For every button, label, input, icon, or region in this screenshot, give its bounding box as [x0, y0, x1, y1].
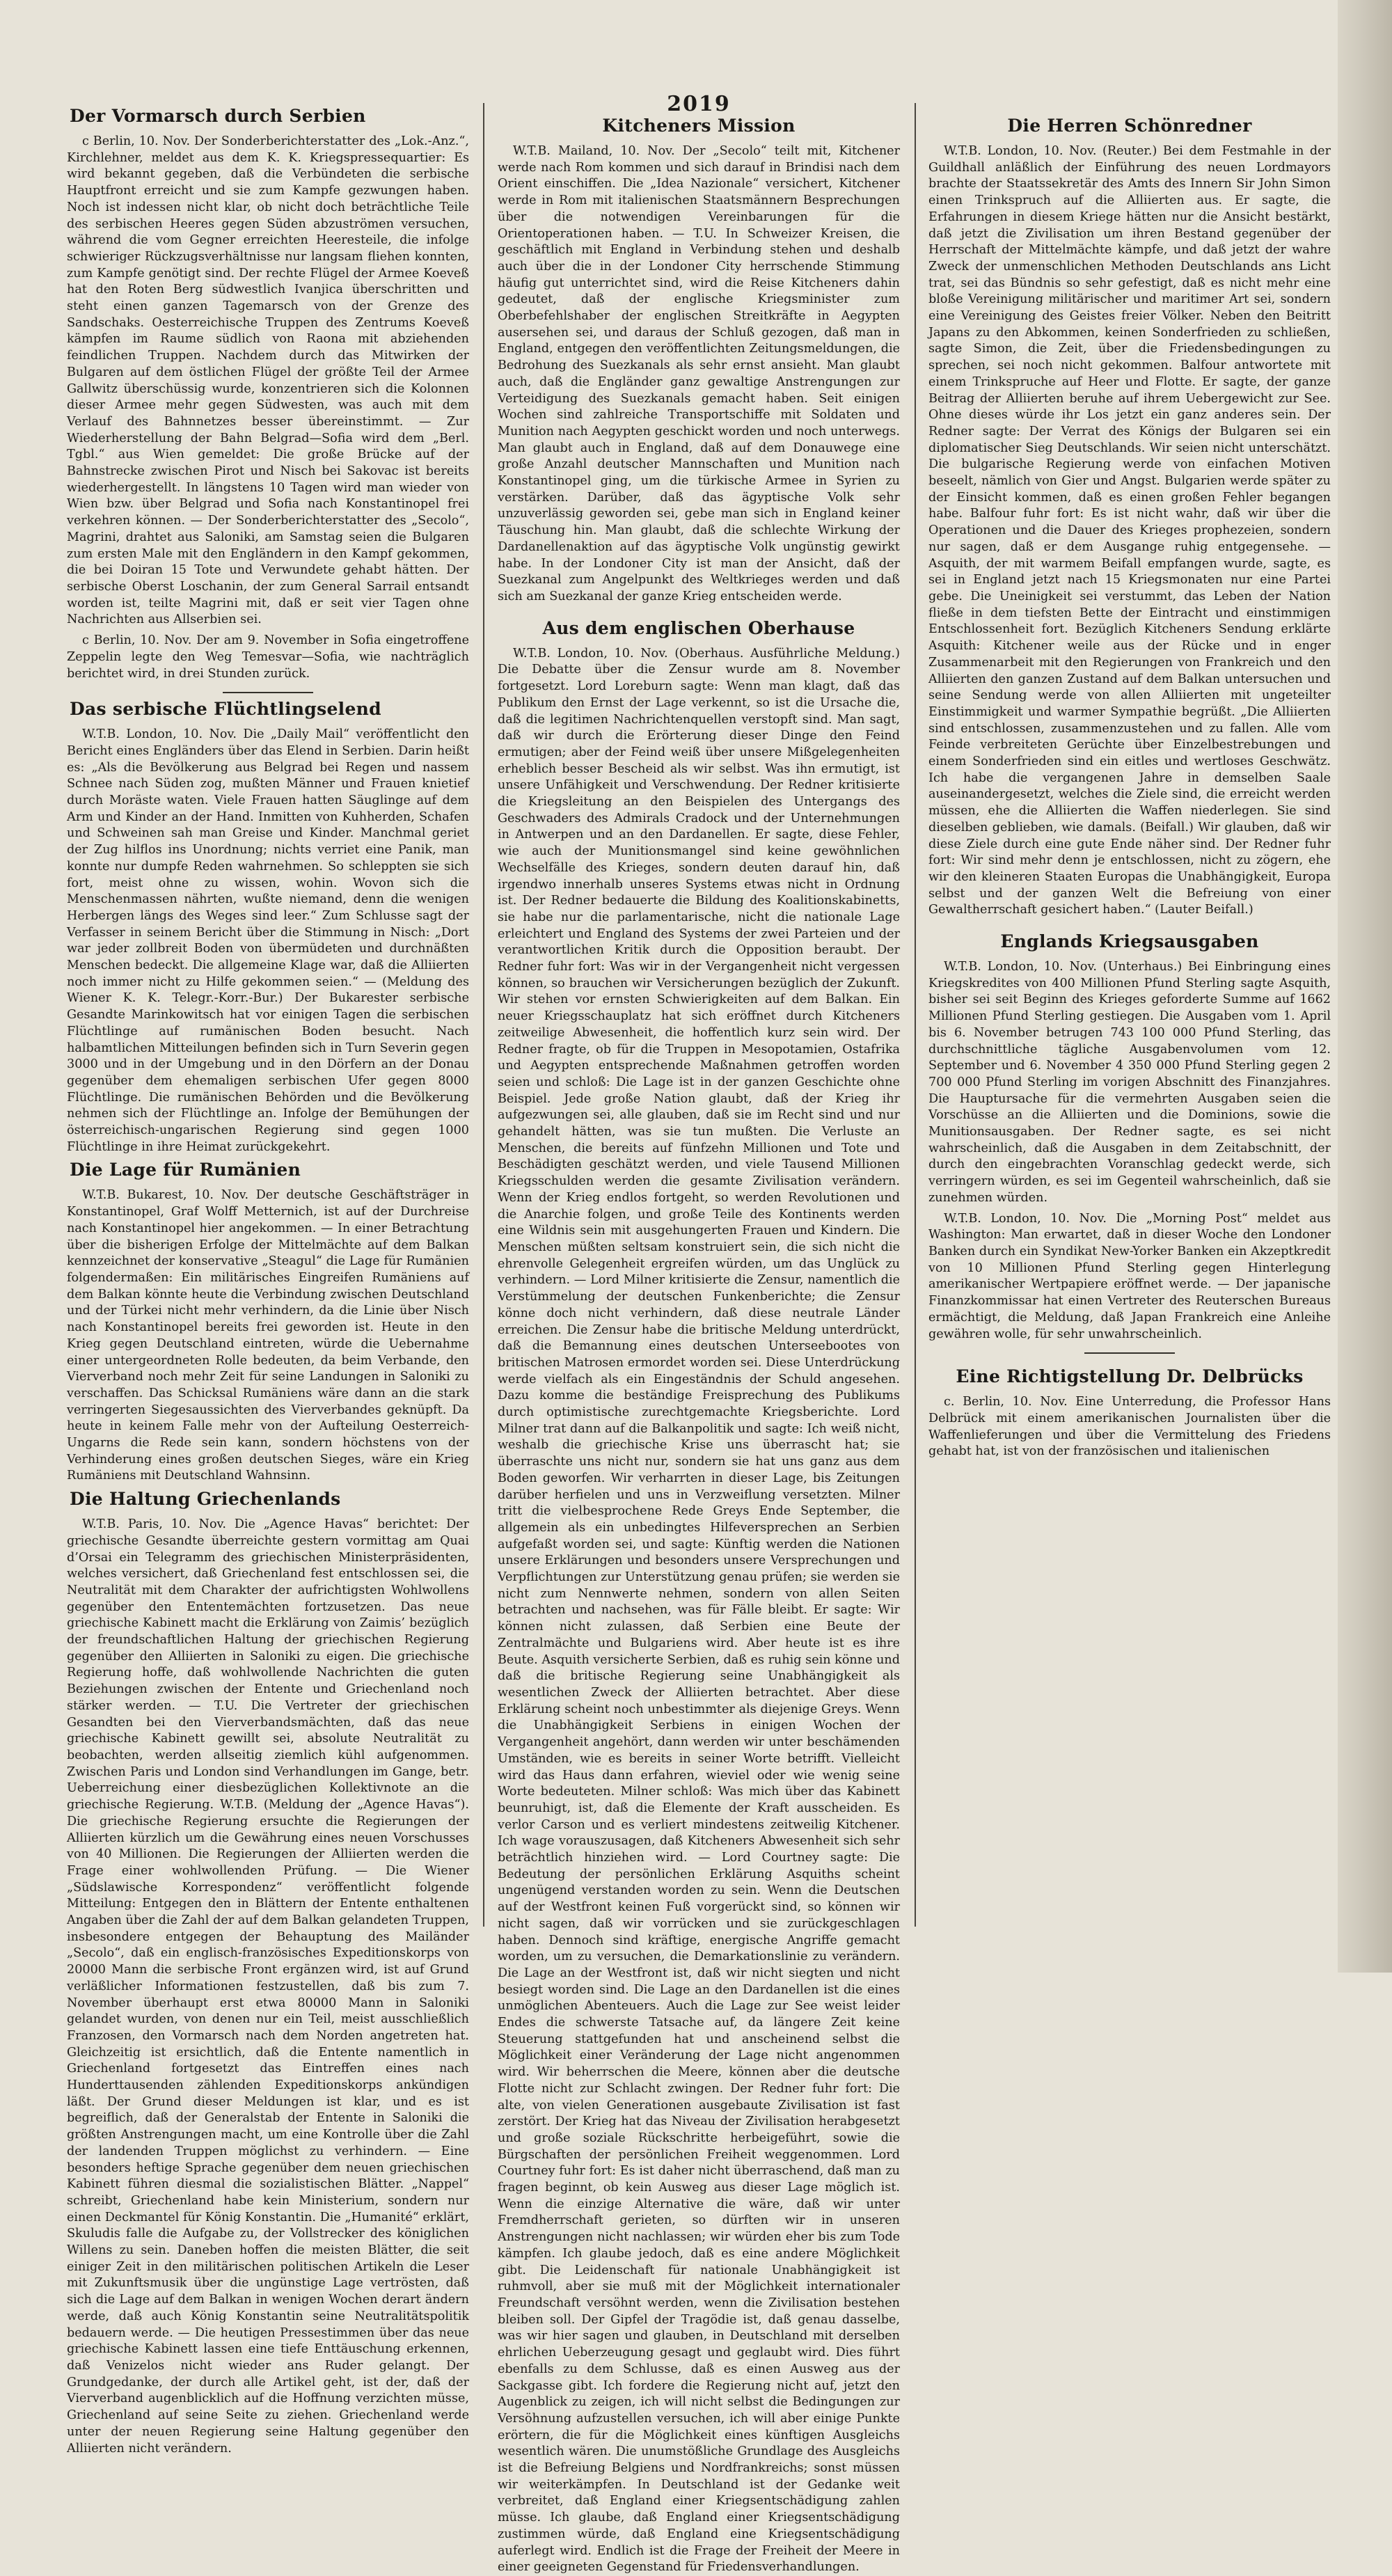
- article-paragraph: c Berlin, 10. Nov. Der Sonderberichterstatter des „Lok.-Anz.“, Kirchlehner, meldet aus dem K. K. Kriegspressequartier: Es wird bekannt gegeben, daß die Verbündeten die serbische Hauptfront erreicht und sie zum Kampfe gezwungen haben. Noch ist indessen nicht klar, ob nicht doch beträchtliche Teile des serbischen Heeres gegen Süden abzuströmen versuchen, während die vom Gegner erreichten Heeresteile, die infolge schwieriger Rückzugsverhältnisse nur langsam fliehen konnten, zum Kampfe genötigt sind. Der rechte Flügel der Armee Koeveß hat den Roten Berg südwestlich Ivanjica überschritten und steht einen ganzen Tagemarsch von der Grenze des Sandschaks. Oesterreichische Truppen des Zentrums Koeveß kämpfen im Raume südlich von Raona mit abziehenden feindlichen Truppen. Nachdem durch das Mitwirken der Bulgaren auf dem östlichen Flügel der größte Teil der Armee Gallwitz überschüssig wurde, konzentrieren sich die Kolonnen dieser Armee mehr gegen Südwesten, was auch mit dem Verlauf des Bahnnetzes besser übereinstimmt. — Zur Wiederherstellung der Bahn Belgrad—Sofia wird dem „Berl. Tgbl.“ aus Wien gemeldet: Die große Brücke auf der Bahnstrecke zwischen Pirot und Nisch bei Sakovac ist bereits wiederhergestellt. In längstens 10 Tagen wird man wieder von Wien bzw. über Belgrad und Sofia nach Konstantinopel frei verkehren können. — Der Sonderberichterstatter des „Secolo“, Magrini, drahtet aus Saloniki, am Samstag seien die Bulgaren zum ersten Male mit den Engländern in den Kampf gekommen, die bei Doiran 15 Tote und Verwundete gehabt hätten. Der serbische Oberst Loschanin, der zum General Sarrail entsandt worden ist, teilte Magrini mit, daß er seit vier Tagen ohne Nachrichten aus Allserbien sei.: [67, 134, 469, 627]
- article-delbrueck: [928, 1366, 1331, 1460]
- column-right: [928, 103, 1331, 1954]
- article-paragraph: W.T.B. London, 10. Nov. Die „Daily Mail“ veröffentlicht den Bericht eines Engländers über das Elend in Serbien. Darin heißt es: „Als die Bevölkerung aus Belgrad bei Regen und nassem Schnee nach Süden zog, mußten Männer und Frauen knietief durch Moräste waten. Viele Frauen hatten Säuglinge auf dem Arm und Kinder an der Hand. Inmitten von Kuhherden, Schafen und Schweinen sah man Greise und Kinder. Manchmal geriet der Zug hilflos ins Unordnung; nichts verriet eine Panik, man konnte nur dumpfe Reden wahrnehmen. So schleppten sie sich fort, meist ohne zu wissen, wohin. Wovon sich die Menschenmassen nährten, wußte niemand, denn die wenigen Herbergen längs des Weges sind leer.“ Zum Schlusse sagt der Verfasser in seinem Bericht über die Stimmung in Nisch: „Dort war jeder zollbreit Boden von übermüdeten und durchnäßten Menschen bedeckt. Die allgemeine Klage war, daß die Alliierten noch immer nicht zu Hilfe gekommen seien.“ — (Meldung des Wiener K. K. Telegr.-Korr.-Bur.) Der Bukarester serbische Gesandte Marinkowitsch hat vor einigen Tagen die serbischen Flüchtlinge auf rumänischen Boden besucht. Nach halbamtlichen Mitteilungen befinden sich in Turn Severin gegen 3000 und in der Umgebung und in den Dörfern an der Donau gegenüber dem ehemaligen serbischen Ufer gegen 8000 Flüchtlinge. Die rumänischen Behörden und die Bevölkerung nehmen sich der Flüchtlinge an. Infolge der Bemühungen der österreichisch-ungarischen Regierung sind gegen 1000 Flüchtlinge in ihre Heimat zurückgekehrt.: [67, 727, 469, 1154]
- article-title: Kitcheners Mission: [602, 116, 796, 136]
- column-rule: [915, 103, 916, 1927]
- article-rumaenien: [67, 1160, 469, 1485]
- article-title: Der Vormarsch durch Serbien: [70, 106, 366, 126]
- article-paragraph: c. Berlin, 10. Nov. Eine Unterredung, die Professor Hans Delbrück mit einem amerikanischen Journalisten über die Waffenlieferungen und über die Vermittelung des Friedens gehabt hat, ist von der französischen und italienischen: [928, 1395, 1331, 1459]
- article-griechenland: [67, 1489, 469, 2457]
- article-title: Englands Kriegsausgaben: [1000, 931, 1259, 952]
- article-vormarsch: [67, 106, 469, 682]
- article-kriegsausgaben: [928, 931, 1331, 1343]
- article-paragraph: W.T.B. London, 10. Nov. Die „Morning Post“ meldet aus Washington: Man erwartet, daß in dieser Woche den Londoner Banken durch ein Syndikat New-Yorker Banken ein Akzeptkredit von 10 Millionen Pfund Sterling gegen Hinterlegung amerikanischer Wertpapiere eröffnet werde. — Der japanische Finanzkommissar hat einen Vertreter des Reuterschen Bureaus ermächtigt, die Meldung, daß Japan Frankreich eine Anleihe gewähren wolle, für sehr unwahrscheinlich.: [928, 1211, 1331, 1341]
- separator: [1084, 1352, 1175, 1354]
- article-paragraph: W.T.B. London, 10. Nov. (Reuter.) Bei dem Festmahle in der Guildhall anläßlich der Einführung des neuen Lordmayors brachte der Staatssekretär des Amts des Innern Sir John Simon einen Trinkspruch auf die Alliierten aus. Er sagte, die Erfahrungen in diesem Kriege hätten nur die Ansicht bestärkt, daß jetzt die Zivilisation um ihren Bestand gegenüber der Herrschaft der Mittelmächte kämpfe, und daß jetzt der wahre Zweck der unmenschlichen Methoden Deutschlands ans Licht trat, sei das Bündnis so sehr gefestigt, daß es nicht mehr eine bloße Vereinigung militärischer und maritimer Art sei, sondern eine Vereinigung des Geistes freier Völker. Neben den Beitritt Japans zu den Abkommen, keinen Sonderfrieden zu schließen, sagte Simon, die Zeit, über die Friedensbedingungen zu sprechen, sei noch nicht gekommen. Balfour antwortete mit einem Trinkspruche auf Heer und Flotte. Er sagte, der ganze Beitrag der Alliierten beruhe auf ihrem Uebergewicht zur See. Ohne dieses würde ihr Los jetzt ein ganz anderes sein. Der Redner sagte: Der Verrat des Königs der Bulgaren sei ein diplomatischer Sieg Deutschlands. Wir seien nicht unterschätzt. Die bulgarische Regierung werde von einfachen Motiven beseelt, nämlich von Gier und Angst. Bulgarien werde später zu der Einsicht kommen, daß es einen großen Fehler begangen habe. Balfour fuhr fort: Es ist nicht wahr, daß wir über die Operationen und die Dauer des Krieges prophezeien, sondern nur sagen, daß er dem Ausgange ruhig entgegensehe. — Asquith, der mit warmem Beifall empfangen wurde, sagte, es sei in England jetzt nach 15 Kriegsmonaten nur eine Partei gebe. Die Uneinigkeit sei verstummt, das Leben der Nation fließe in dem tiefsten Bette der Eintracht und einstimmigen Entschlossenheit fort. Bezüglich Kitcheners Sendung erklärte Asquith: Kitchener weile aus der Rücke und in enger Zusammenarbeit mit den Regierungen von Frankreich und den Alliierten den ganzen Zustand auf dem Balkan untersuchen und seine Sendung werde von allen Alliierten mit ungeteilter Einstimmigkeit und warmer Sympathie begrüßt. „Die Alliierten sind entschlossen, zusammenzustehen und zu fallen. Alle vom Feinde verbreiteten Gerüchte über Einzelbestrebungen und einem Sonderfrieden sind ein eitles und wertloses Geschwätz. Ich habe die vergangenen Jahre in demselben Saale auseinandergesetzt, welches die Ziele sind, die erreicht werden müssen, ehe die Alliierten die Waffen niederlegen. Sie sind dieselben geblieben, wie damals. (Beifall.) Wir glauben, daß wir diese Ziele durch eine gute Ende näher sind. Der Redner fuhr fort: Wir sind mehr denn je entschlossen, nicht zu zögern, ehe wir den kleineren Staaten Europas die Unabhängigkeit, Europa selbst und der ganzen Welt die Befreiung von einer Gewaltherrschaft gesichert haben.“ (Lauter Beifall.): [928, 144, 1331, 917]
- article-title: Aus dem englischen Oberhause: [542, 617, 855, 638]
- scan-edge: [1338, 0, 1392, 1973]
- column-left: [67, 103, 469, 2456]
- newspaper-page: [67, 75, 1331, 2575]
- article-paragraph: W.T.B. London, 10. Nov. (Oberhaus. Ausführliche Meldung.) Die Debatte über die Zensur wurde am 8. November fortgesetzt. Lord Loreburn sagte: Wenn man klagt, daß das Publikum den Ernst der Lage verkennt, so ist die Ursache die, daß die legitimen Nachrichtenquellen verstopft sind. Man sagt, daß wir durch die Erörterung dieser Dinge den Feind ermutigen; aber der Feind weiß über unsere Mißgelegenheiten erheblich besser Bescheid als wir selbst. Was ihn ermutigt, ist unsere Unfähigkeit und Verschwendung. Der Redner kritisierte die Kriegsleitung an den Beispielen des Untergangs des Geschwaders des Admirals Cradock und der Unternehmungen in Antwerpen und an den Dardanellen. Er sagte, diese Fehler, wie auch der Munitionsmangel sind keine gewöhnlichen Wechselfälle des Krieges, sondern deuten darauf hin, daß irgendwo innerhalb unseres Systems etwas nicht in Ordnung ist. Der Redner bedauerte die Bildung des Koalitionskabinetts, sie habe nur die parlamentarische, nicht die nationale Lage erleichtert und England des Systems der zwei Parteien und der verantwortlichen Kritik durch die Opposition beraubt. Der Redner fuhr fort: Was wir in der Vergangenheit nicht vergessen können, so brauchen wir Versicherungen bezüglich der Zukunft. Wir stehen vor ernsten Schwierigkeiten auf dem Balkan. Ein neuer Kriegsschauplatz hat sich eröffnet durch Kitcheners zeitweilige Abwesenheit, die hoffentlich kurz sein wird. Der Redner fragte, ob für die Truppen in Mesopotamien, Ostafrika und Aegypten entsprechende Maßnahmen getroffen worden seien und schloß: Die Lage ist in der ganzen Geschichte ohne Beispiel. Jede große Nation glaubt, daß der Krieg ihr aufgezwungen sei, alle glauben, daß sie im Recht sind und nur gehandelt hätten, was sie tun mußten. Die Verluste an Menschen, die bereits auf fünfzehn Millionen und Tote und Beschädigten geschätzt werden, und viele Tausend Millionen Kriegsschulden werden die gesamte Zivilisation verändern. Wenn der Krieg endlos fortgeht, so werden Revolutionen und die Anarchie folgen, und große Teile des Kontinents werden eine Wildnis sein mit ausgehungerten Frauen und Kindern. Die Menschen müßten seltsam konstruiert sein, die sich nicht die ehrenvolle Gelegenheit ergreifen würden, um das Unglück zu verhindern. — Lord Milner kritisierte die Zensur, namentlich die Verstümmelung der deutschen Funkenberichte; die Zensur könne doch nicht verhindern, daß diese neutrale Länder erreichen. Die Zensur habe die britische Meldung unterdrückt, daß die Bemannung eines deutschen Unterseebootes von britischen Matrosen ermordet worden sei. Diese Unterdrückung werde vielfach als ein Eingeständnis der Schuld angesehen. Dazu komme die beständige Freisprechung des Publikums durch optimistische zurechtgemachte Kriegsberichte. Lord Milner trat dann auf die Balkanpolitik und sagte: Ich weiß nicht, weshalb die griechische Krise uns überrascht hat; sie überraschte uns nicht nur, sondern sie hat uns ganz aus dem Boden geworfen. Wir verharrten in dieser Lage, bis Zeitungen darüber herfielen und uns in Verzweiflung versetzten. Milner tritt die vielbesprochene Rede Greys Ende September, die allgemein als ein unbedingtes Hilfeversprechen an Serbien aufgefaßt worden sei, und sagte: Künftig werden die Nationen unsere Erklärungen und besonders unsere Versprechungen und Verpflichtungen zur Unterstützung genau prüfen; sie werden sie nicht zum Nennwerte nehmen, sondern von allen Seiten betrachten und nachsehen, was für Fälle bleibt. Er sagte: Wir können nicht zulassen, daß Serbien eine Beute der Zentralmächte und Bulgariens wird. Aber heute ist es ihre Beute. Asquith versicherte Serbien, daß es ruhig sein könne und daß die britische Regierung seine Unabhängigkeit als wesentlichen Zweck der Alliierten betrachtet. Aber diese Erklärung scheint noch unbestimmter als diejenige Greys. Wenn die Unabhängigkeit Serbiens in einigen Wochen der Vergangenheit angehört, dann werden wir unter beschämenden Umständen, wie es bereits in seiner Worte betrifft. Vielleicht wird das Haus dann erfahren, wieviel oder wie wenig seine Worte bedeuteten. Milner schloß: Was mich über das Kabinett beunruhigt, ist, daß die Elemente der Kraft ausscheiden. Es verlor Carson und es verliert mindestens zeitweilig Kitchener. Ich wage vorauszusagen, daß Kitcheners Abwesenheit sich sehr beträchtlich hinziehen wird. — Lord Courtney sagte: Die Bedeutung der persönlichen Erklärung Asquiths scheint ungenügend verstanden worden zu sein. Wenn die Deutschen auf der Westfront keinen Fuß vorgerückt sind, so können wir nicht sagen, daß wir vorrücken und sie zurückgeschlagen haben. Dennoch sind kräftige, energische Angriffe gemacht worden, um zu versuchen, die Demarkationslinie zu verändern. Die Lage an der Westfront ist, daß wir nicht siegten und nicht besiegt worden sind. Die Lage an den Dardanellen ist die eines unmöglichen Abenteuers. Auch die Lage zur See weist leider Endes die schwerste Tatsache auf, da längere Zeit keine Steuerung stattgefunden hat und anscheinend selbst die Möglichkeit einer Veränderung der Lage nicht angenommen wird. Wir beherrschen die Meere, können aber die deutsche Flotte nicht zur Schlacht zwingen. Der Redner fuhr fort: Die alte, von vielen Generationen ausgebaute Zivilisation ist fast zerstört. Der Krieg hat das Niveau der Zivilisation herabgesetzt und große soziale Rückschritte herbeigeführt, sowie die Bürgschaften der persönlichen Freiheit weggenommen. Lord Courtney fuhr fort: Es ist daher nicht überraschend, daß man zu fragen beginnt, ob kein Ausweg aus dieser Lage möglich ist. Wenn die einzige Alternative die wäre, daß wir unter Fremdherrschaft gerieten, so dürften wir in unseren Anstrengungen nicht nachlassen; wir würden eher bis zum Tode kämpfen. Ich glaube jedoch, daß es eine andere Möglichkeit gibt. Die Leidenschaft für nationale Unabhängigkeit ist ruhmvoll, aber sie muß mit der Möglichkeit internationaler Freundschaft versöhnt werden, wenn die Zivilisation bestehen bleiben soll. Der Gipfel der Tragödie ist, daß genau dasselbe, was wir hier sagen und glauben, in Deutschland mit derselben ehrlichen Ueberzeugung gesagt und geglaubt wird. Dies führt ebenfalls zu dem Schlusse, daß es einen Ausweg aus der Sackgasse gibt. Ich fordere die Regierung nicht auf, jetzt den Augenblick zu zeigen, ich will nicht selbst die Bedingungen zur Versöhnung aufzustellen versuchen, ich will aber einige Punkte erörtern, die für die Möglichkeit eines künftigen Ausgleichs wesentlich wären. Die unumstößliche Grundlage des Ausgleichs ist die Befreiung Belgiens und Nordfrankreichs; sonst müssen wir weiterkämpfen. In Deutschland ist der Gedanke weit verbreitet, daß England einer Kriegsentschädigung zahlen müsse. Ich glaube, daß England einer Kriegsentschädigung zustimmen würde, daß England eine Kriegsentschädigung auferlegt wird. Endlich ist die Frage der Freiheit der Meere in einer geeigneten Gegenstand für Friedensverhandlungen.: [498, 646, 900, 2575]
- column-rule: [483, 103, 484, 1927]
- columns: [67, 103, 1331, 2575]
- article-title: Eine Richtigstellung Dr. Delbrücks: [956, 1366, 1304, 1387]
- article-title: Die Haltung Griechenlands: [70, 1489, 341, 1510]
- article-paragraph: c Berlin, 10. Nov. Der am 9. November in Sofia eingetroffene Zeppelin legte den Weg Temesvar—Sofia, wie nachträglich berichtet wird, in drei Stunden zurück.: [67, 633, 469, 681]
- article-fluechtlinge: [67, 699, 469, 1155]
- article-oberhaus: [498, 618, 900, 2576]
- article-kitchener: [498, 116, 900, 606]
- article-title: Die Herren Schönredner: [1007, 116, 1252, 136]
- article-paragraph: W.T.B. Mailand, 10. Nov. Der „Secolo“ teilt mit, Kitchener werde nach Rom kommen und sich darauf in Brindisi nach dem Orient einschiffen. Die „Idea Nazionale“ versichert, Kitchener werde in Rom mit italienischen Staatsmännern Besprechungen über die notwendigen Vereinbarungen für die Orientoperationen haben. — T.U. In Schweizer Kreisen, die geschäftlich mit England in Verbindung stehen und deshalb auch über die in der Londoner City herrschende Stimmung häufig gut unterrichtet sind, wird die Reise Kitcheners dahin gedeutet, daß der englische Kriegsminister zum Oberbefehlshaber der englischen Streitkräfte in Aegypten ausersehen sei, und daraus der Schluß gezogen, daß man in England, entgegen den veröffentlichten Zeitungsmeldungen, die Bedrohung des Suezkanals als sehr ernst ansieht. Man glaubt auch, daß die Engländer ganz gewaltige Anstrengungen zur Verteidigung des Suezkanals gemacht haben. Seit einigen Wochen sind zahlreiche Transportschiffe mit Soldaten und Munition nach Aegypten geschickt worden und noch unterwegs. Man glaubt auch in England, daß auf dem Donauwege eine große Anzahl deutscher Mannschaften und Munition nach Konstantinopel ging, um die türkische Armee in Syrien zu verstärken. Darüber, daß das ägyptische Volk sehr unzuverlässig geworden sei, gebe man sich in England keiner Täuschung hin. Man glaubt, daß die schlechte Wirkung der Dardanellenaktion auf das ägyptische Volk ungünstig gewirkt habe. In der Londoner City ist man der Ansicht, daß der Suezkanal zum Angelpunkt des Weltkrieges werden und daß sich am Suezkanal der ganze Krieg entscheiden werde.: [498, 144, 900, 603]
- article-title: Das serbische Flüchtlingselend: [70, 699, 381, 720]
- article-schoenredner: [928, 116, 1331, 919]
- article-paragraph: W.T.B. Paris, 10. Nov. Die „Agence Havas“ berichtet: Der griechische Gesandte überreichte gestern vormittag am Quai d’Orsai ein Telegramm des griechischen Ministerpräsidenten, welches versichert, daß Griechenland fest entschlossen sei, die Neutralität mit dem Charakter der aufrichtigsten Wohlwollens gegenüber den Ententemächten fortzusetzen. Das neue griechische Kabinett macht die Erklärung von Zaimis’ bezüglich der freundschaftlichen Haltung der griechischen Regierung gegenüber den Alliierten in Saloniki zu eigen. Die griechische Regierung hoffe, daß wohlwollende Nachrichten die guten Beziehungen zwischen der Entente und Griechenland noch stärker werden. — T.U. Die Vertreter der griechischen Gesandten bei den Vierverbandsmächten, daß das neue griechische Kabinett gewillt sei, absolute Neutralität zu beobachten, werden allseitig ziemlich kühl aufgenommen. Zwischen Paris und London sind Verhandlungen im Gange, betr. Ueberreichung einer diesbezüglichen Kollektivnote an die griechische Regierung. W.T.B. (Meldung der „Agence Havas“). Die griechische Regierung ersuchte die Regierungen der Alliierten kürzlich um die Gewährung eines neuen Vorschusses von 40 Millionen. Die Regierungen der Alliierten werden die Frage einer wohlwollenden Prüfung. — Die Wiener „Südslawische Korrespondenz“ veröffentlicht folgende Mitteilung: Entgegen den in Blättern der Entente enthaltenen Angaben über die Zahl der auf dem Balkan gelandeten Truppen, insbesondere entgegen der Behauptung des Mailänder „Secolo“, daß ein englisch-französisches Expeditionskorps von 20000 Mann die serbische Front ergänzen wird, ist auf Grund verläßlicher Informationen festzustellen, daß bis zum 7. November überhaupt erst etwa 80000 Mann in Saloniki gelandet wurden, von denen nur ein Teil, meist ausschließlich Franzosen, den Vormarsch nach dem Norden angetreten hat. Gleichzeitig ist ersichtlich, daß die Entente namentlich in Griechenland fortgesetzt das Eintreffen eines nach Hunderttausenden zählenden Expeditionskorps ankündigen läßt. Der Grund dieser Meldungen ist klar, und es ist begreiflich, daß der Generalstab der Entente in Saloniki die größten Anstrengungen macht, um eine Kontrolle über die Zahl der landenden Truppen möglichst zu verhindern. — Eine besonders heftige Sprache gegenüber dem neuen griechischen Kabinett führen diesmal die sozialistischen Blätter. „Nappel“ schreibt, Griechenland habe kein Ministerium, sondern nur einen Deckmantel für König Konstantin. Die „Humanité“ erklärt, Skuludis falle die Aufgabe zu, der Vollstrecker des königlichen Willens zu sein. Daneben hoffen die meisten Blätter, die seit einiger Zeit in den militärischen politischen Artikeln die Leser mit Zukunftsmusik über die ungünstige Lage vertrösten, daß sich die Lage auf dem Balkan in wenigen Wochen derart ändern werde, daß auch König Konstantin seine Neutralitätspolitik bedauern werde. — Die heutigen Pressestimmen über das neue griechische Kabinett lassen eine tiefe Enttäuschung erkennen, daß Venizelos nicht wieder ans Ruder gelangt. Der Grundgedanke, der durch alle Artikel geht, ist der, daß der Vierverband augenblicklich auf die Hoffnung verzichten müsse, Griechenland auf seine Seite zu ziehen. Griechenland werde unter der neuen Regierung seine Haltung gegenüber den Alliierten nicht verändern.: [67, 1517, 469, 2456]
- article-paragraph: W.T.B. Bukarest, 10. Nov. Der deutsche Geschäftsträger in Konstantinopel, Graf Wolff Metternich, ist auf der Durchreise nach Konstantinopel hier angekommen. — In einer Betrachtung über die bisherigen Erfolge der Mittelmächte auf dem Balkan kennzeichnet der konservative „Steagul“ die Lage für Rumänien folgendermaßen: Ein militärisches Eingreifen Rumäniens auf dem Balkan könnte heute die Verbindung zwischen Deutschland und der Türkei nicht mehr verhindern, da die Linie über Nisch nach Konstantinopel bereits frei geworden ist. Heute in den Krieg gegen Deutschland eintreten, würde die Uebernahme einer untergeordneten Rolle bedeuten, da beim Verbande, den Vierverband noch mehr Zeit für seine Landungen in Saloniki zu verschaffen. Das Schicksal Rumäniens wäre dann an die stark verringerten Siegesaussichten des Vierverbandes geknüpft. Da heute in keinem Falle mehr von der Aufteilung Oesterreich-Ungarns die Rede sein kann, sondern höchstens von der Verhinderung eines großen deutschen Sieges, wäre ein Krieg Rumäniens mit Deutschland Wahnsinn.: [67, 1188, 469, 1483]
- article-title: Die Lage für Rumänien: [70, 1160, 301, 1180]
- page-number: 2019: [667, 92, 731, 116]
- separator: [223, 692, 313, 693]
- column-middle: [498, 103, 900, 2575]
- article-paragraph: W.T.B. London, 10. Nov. (Unterhaus.) Bei Einbringung eines Kriegskredites von 400 Millionen Pfund Sterling sagte Asquith, bisher sei seit Beginn des Krieges geforderte Summe auf 1662 Millionen Pfund Sterling gestiegen. Die Ausgaben vom 1. April bis 6. November betrugen 743 100 000 Pfund Sterling, das durchschnittliche tägliche Ausgabenvolumen vom 12. September und 6. November 4 350 000 Pfund Sterling gegen 2 700 000 Pfund Sterling im vorigen Abschnitt des Finanzjahres. Die Hauptursache für die vermehrten Ausgaben seien die Vorschüsse an die Alliierten und die Dominions, sowie die Munitionsausgaben. Der Redner sagte, es sei nicht wahrscheinlich, daß die Ausgaben in dem Zeitabschnitt, der durch den eingebrachten Voranschlag gedeckt werde, sich verringern würden, es sei im Gegenteil wahrscheinlich, daß sie zunehmen würden.: [928, 960, 1331, 1205]
